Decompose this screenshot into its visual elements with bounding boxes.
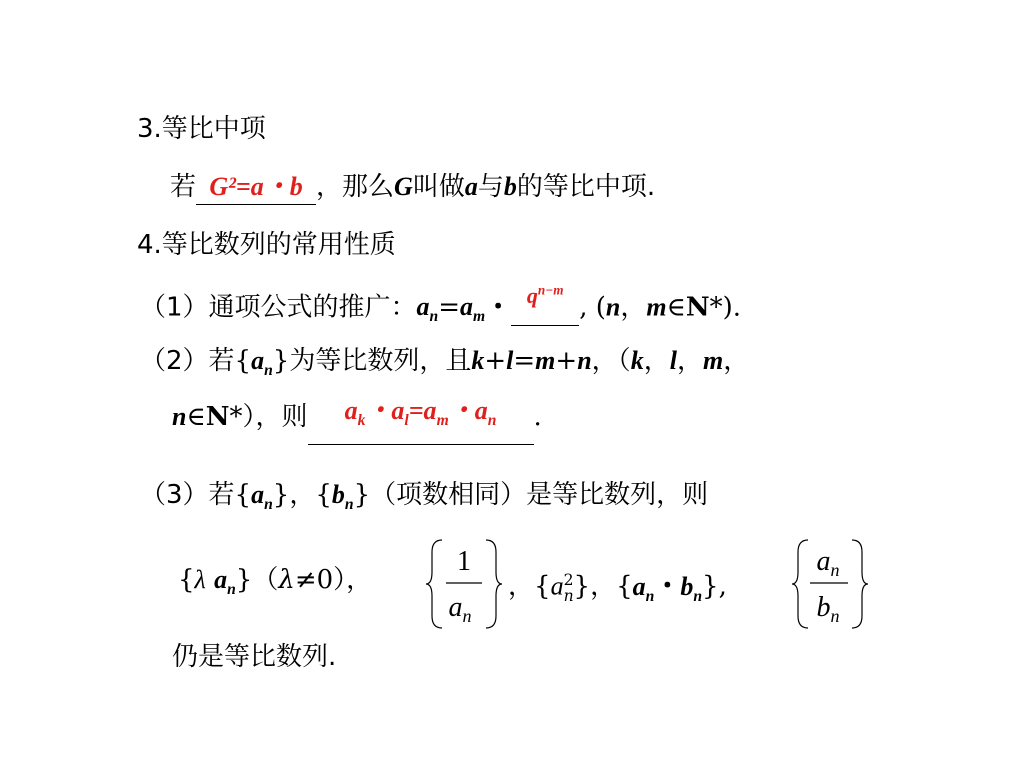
- property-3-conclusion: 仍是等比数列.: [172, 642, 337, 672]
- answer-property-2: $a_k$・$a_l=a_m$・$a_n$: [344, 396, 497, 430]
- property-3-line-2-part2: ，$\{a_n^2\}$，{$a_n$・$b_n$},: [508, 571, 727, 605]
- reciprocal-sequence: [424, 536, 504, 632]
- frac1-denominator: $a_n$: [448, 592, 472, 626]
- property-1: （1）通项公式的推广：$a_n=a_m$・ $^{q^{n-m}}$, (n，m∈N*).: [140, 283, 742, 326]
- quotient-sequence: [790, 536, 870, 632]
- property-2-line-1: （2）若$\{a_n\}$为等比数列，且k+l=m+n，（k，l，m，: [140, 346, 750, 380]
- property-2-line-2: n∈N*），则 $a_k$・$a_l=a_m$・$a_n$ .: [172, 400, 542, 445]
- heading-geometric-mean: 3.等比中项: [137, 114, 266, 144]
- frac2-numerator: $a_n$: [816, 546, 840, 580]
- frac1-numerator: 1: [457, 546, 471, 577]
- answer-blank-property-1: [511, 283, 579, 326]
- heading-properties: 4.等比数列的常用性质: [137, 230, 396, 260]
- answer-geometric-mean: G²=a・b: [209, 172, 303, 201]
- frac2-denominator: $b_n$: [816, 592, 840, 626]
- property-3-line-1: （3）若$\{a_n\}$，$\{b_n\}$（项数相同）是等比数列，则: [140, 480, 709, 514]
- answer-property-1: qn−m: [526, 283, 564, 309]
- property-3-line-2-part1: {λ $a_n\}(\lambda\ne 0)$，: [178, 565, 373, 599]
- geometric-mean-definition: 若 G²=a・b ，那么G叫做a与b的等比中项.: [170, 170, 655, 205]
- answer-blank-geometric-mean: [196, 170, 316, 205]
- answer-blank-property-2: [308, 396, 534, 445]
